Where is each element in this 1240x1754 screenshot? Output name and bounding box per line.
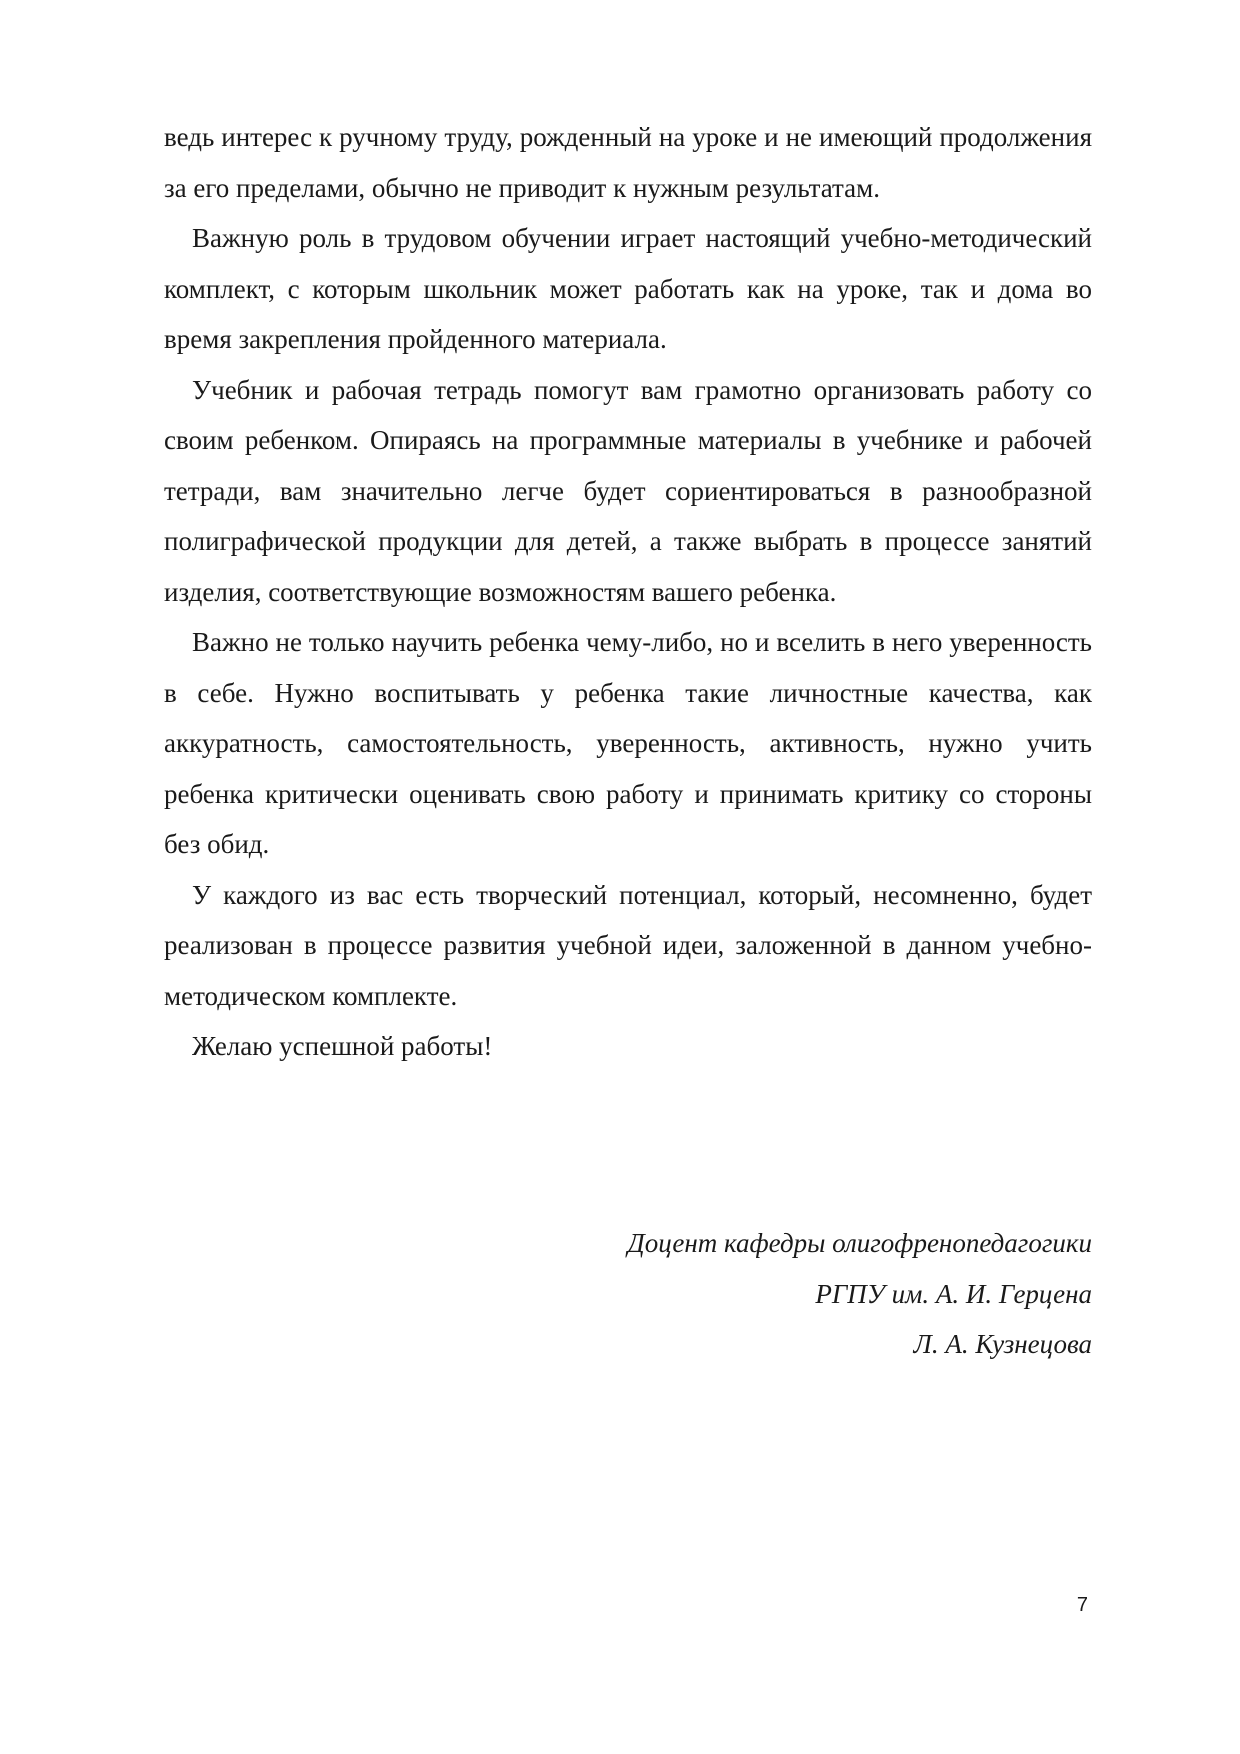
paragraph-confidence: Важно не только научить ребенка чему-либо, но и вселить в него уверенность в себе. Нужно воспитывать у ребенка такие личностные качества, как аккуратность, самостоятельность, уверенность, активность, нужно учить ребенка критически оценивать свою работу и принимать критику со стороны без обид. — [164, 627, 1092, 859]
signature-author: Л. А. Кузнецова — [913, 1329, 1092, 1359]
paragraph-creative-potential: У каждого из вас есть творческий потенциал, который, несомненно, будет реализован в процессе развития учебной идеи, заложенной в данном учебно-методическом комплекте. — [164, 879, 1092, 1011]
signature-position: Доцент кафедры олигофренопедагогики — [627, 1228, 1092, 1258]
page-number: 7 — [1076, 1594, 1088, 1616]
paragraph-closing-wish: Желаю успешной работы! — [192, 1031, 493, 1061]
paragraph-textbook-workbook: Учебник и рабочая тетрадь помогут вам грамотно организовать работу со своим ребенком. Опираясь на программные материалы в учебнике и рабочей тетради, вам значительно легче будет сориентироваться в разнообразной полиграфической продукции для детей, а также выбрать в процессе занятий изделия, соответствующие возможностям вашего ребенка. — [164, 374, 1092, 607]
body-text — [164, 112, 1092, 1072]
paragraph-methodical-kit: Важную роль в трудовом обучении играет настоящий учебно-методический комплект, с которым школьник может работать как на уроке, так и дома во время закрепления пройденного материала. — [164, 223, 1092, 354]
paragraph-continuation: ведь интерес к ручному труду, рожденный на уроке и не имеющий продолжения за его пределами, обычно не приводит к нужным результатам. — [164, 122, 1092, 203]
signature-institution: РГПУ им. А. И. Герцена — [815, 1278, 1092, 1309]
signature-block — [628, 1218, 1092, 1370]
